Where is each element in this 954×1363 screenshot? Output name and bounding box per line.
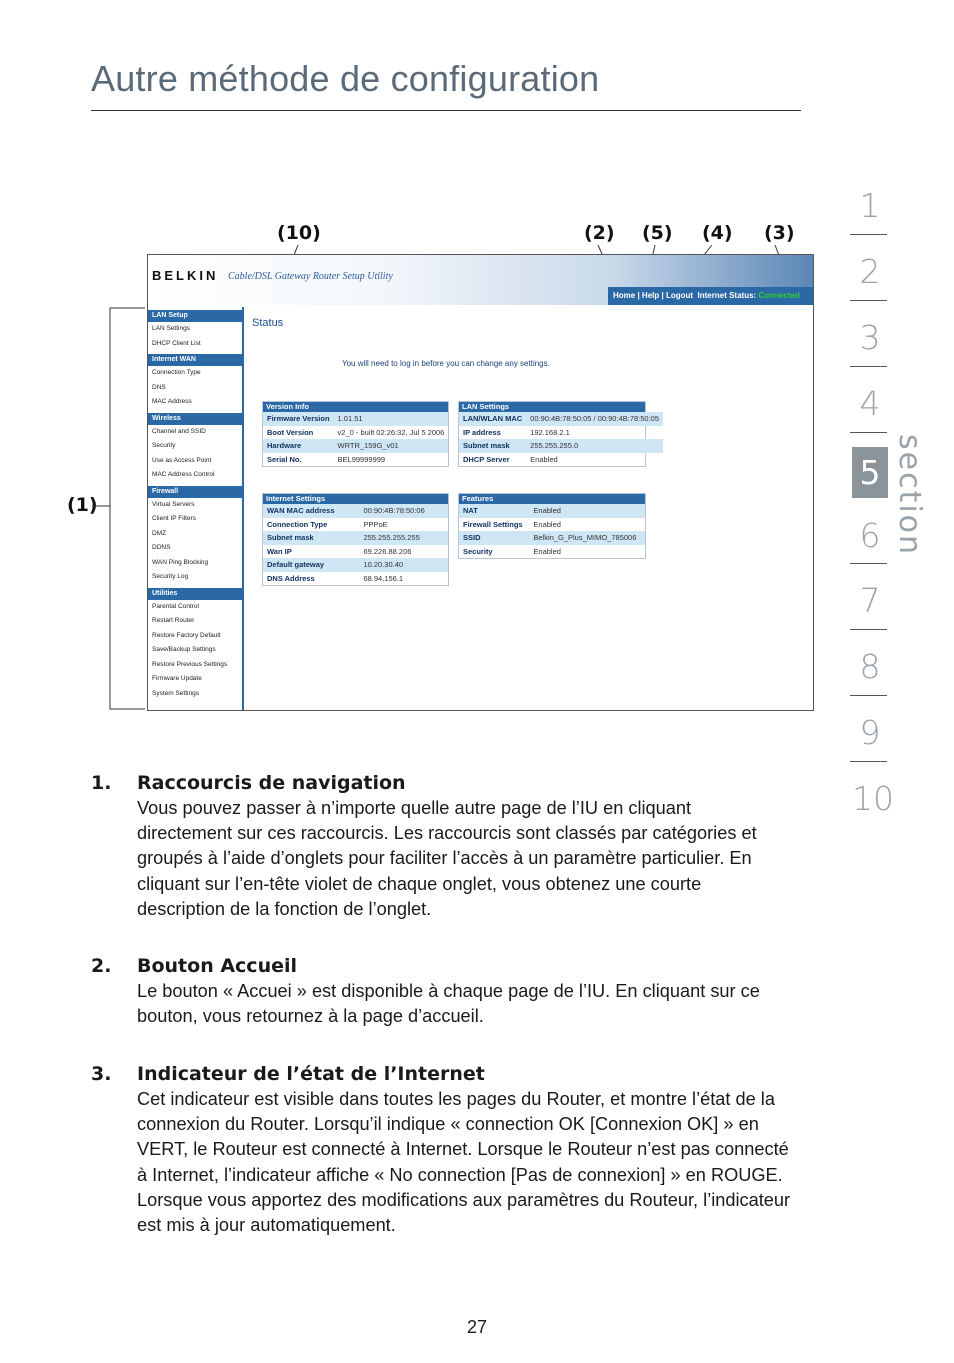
table-row [459,504,645,518]
section-1-number: 1. [91,772,112,794]
row-label: Default gateway [263,558,359,572]
sidebar-item[interactable]: Use as Access Point [152,456,212,464]
features-header: Features [459,494,645,504]
section-3-title: Indicateur de l’état de l’Internet [137,1063,485,1085]
row-value: 192.168.2.1 [530,427,570,437]
features-table [459,504,645,558]
table-row [263,545,448,559]
table-row [263,426,448,440]
sidebar-category[interactable]: LAN Setup [148,310,242,322]
logout-link[interactable]: Logout [665,291,694,300]
callout-10: (10) [277,222,321,244]
sidebar-category[interactable]: Firewall [148,486,242,498]
row-value: 00:90:4B:78:50:05 / 00:90:4B:78:50:05 [526,412,663,426]
router-login-message: You will need to log in before you can change any settings. [342,359,550,368]
section-nav-3[interactable]: 3 [859,318,881,357]
callout-4: (4) [702,222,733,244]
home-link[interactable]: Home [613,291,636,300]
section-3-heading [91,1063,791,1087]
row-label: Security [463,546,493,556]
row-value: 68.94.156.1 [363,573,404,583]
sidebar-category[interactable]: Utilities [148,588,242,600]
section-nav-5-label: 5 [859,453,881,492]
sidebar-item[interactable]: DDNS [152,544,171,551]
sidebar-item[interactable]: Restart Router [152,617,195,624]
row-label: Subnet mask [263,531,359,545]
page-title: Autre méthode de configuration [91,58,600,99]
section-1-title: Raccourcis de navigation [137,772,406,794]
callout-1: (1) [67,494,98,516]
table-row [263,572,448,586]
table-row [263,453,448,467]
table-row [459,531,645,545]
section-nav-7[interactable]: 7 [859,581,881,620]
row-label: WAN MAC address [263,504,359,518]
sidebar-item[interactable]: DNS [152,383,166,391]
row-value: Enabled [529,504,645,518]
router-top-nav: Home | Help | Logout Internet Status: Connected [613,291,800,300]
section-2-number: 2. [91,955,112,977]
internet-status-label: Internet Status: [697,291,757,300]
callout-5: (5) [642,222,673,244]
sidebar-item[interactable]: DMZ [152,529,167,537]
sidebar-item[interactable]: Save/Backup Settings [152,646,216,653]
row-value: 69.226.88.206 [363,546,412,556]
lan-settings-table [459,412,663,466]
row-label: Connection Type [267,519,328,529]
sidebar-item[interactable]: Security [152,442,176,449]
row-label: Firewall Settings [463,519,523,529]
section-2-text: Le bouton « Accuei » est disponible à chaque page de l’IU. En cliquant sur ce bouton, vous retournez à la page d’accueil. [137,981,760,1027]
sidebar-item[interactable]: Restore Factory Default [152,631,221,639]
table-row [263,518,448,532]
table-row [263,558,448,572]
row-value: WRTR_159G_v01 [334,439,449,453]
row-label: IP address [463,427,501,437]
row-value: 255.255.255.255 [359,531,448,545]
row-value: BEL99999999 [337,454,386,464]
row-label: Boot Version [267,427,314,437]
sidebar-item[interactable]: Virtual Servers [152,500,195,508]
sidebar-item[interactable]: MAC Address Control [152,471,215,478]
section-nav-1[interactable]: 1 [859,186,881,225]
belkin-logo: BELKIN [152,268,219,283]
row-label: Hardware [263,439,334,453]
version-info-header: Version Info [263,402,448,412]
page-number: 27 [466,1317,488,1337]
sidebar-item[interactable]: DHCP Client List [152,339,201,347]
internet-settings-table [263,504,448,585]
internet-settings-panel [262,493,449,586]
sidebar-item[interactable]: Client IP Filters [152,515,196,522]
lan-settings-panel [458,401,660,467]
sidebar-item[interactable]: Restore Previous Settings [152,660,228,668]
router-sidebar [148,307,244,710]
row-value: 255.255.255.0 [526,439,663,453]
section-nav-4[interactable]: 4 [859,384,881,423]
sidebar-item[interactable]: Connection Type [152,369,201,376]
features-panel [458,493,646,559]
section-1-text: Vous pouvez passer à n’importe quelle autre page de l’IU en cliquant directement sur ces raccourcis. Les raccourcis sont classés par catégories et groupés à l’aide d’onglets pour faciliter l’accès à un paramètre particulier. En cliquant sur l’en-tête violet de chaque onglet, vous obtenez une courte description de la fonction de l’onglet. [137,798,757,919]
row-value: v2_0 - built 02:26:32, Jul 5 2006 [337,427,445,437]
row-label: DNS Address [267,573,315,583]
router-ui-screenshot [147,254,814,711]
section-nav-9[interactable]: 9 [859,713,881,752]
sidebar-item[interactable]: Firmware Update [152,675,202,682]
row-label: NAT [459,504,529,518]
row-value: Enabled [533,519,561,529]
row-value: PPPoE [363,519,388,529]
section-nav-2[interactable]: 2 [859,252,881,291]
row-value: 1.01.51 [334,412,449,426]
sidebar-item[interactable]: Parental Control [152,602,199,610]
table-row [459,518,645,532]
sidebar-item[interactable]: LAN Settings [152,325,190,332]
row-value: Enabled [533,546,561,556]
lan-settings-header: LAN Settings [459,402,645,412]
section-nav-6[interactable]: 6 [859,516,881,555]
internet-settings-header: Internet Settings [263,494,448,504]
sidebar-item[interactable]: Security Log [152,573,189,580]
callout-2: (2) [584,222,615,244]
table-row [263,531,448,545]
table-row [459,453,663,467]
row-value: 10.20.30.40 [359,558,448,572]
row-value: 00:90:4B:78:50:06 [359,504,448,518]
section-nav-8[interactable]: 8 [859,647,881,686]
row-value: Belkin_G_Plus_MIMO_785006 [529,531,645,545]
row-value: Enabled [530,454,558,464]
version-info-panel [262,401,449,467]
router-content-title: Status [252,317,284,329]
section-label-text: section [892,434,927,557]
section-3-text: Cet indicateur est visible dans toutes les pages du Router, et montre l’état de la connexion du Router. Lorsqu’il indique « connection OK [Connexion OK] » en VERT, le Routeur est connecté à Internet. Lorsque le Routeur n’est pas connecté à Internet, l’indicateur affiche « No connection [Pas de connexion] » en ROUGE. Lorsque vous apportez des modifications aux paramètres du Routeur, l’indicateur est mis à jour automatiquement. [137,1089,791,1236]
table-row [459,439,663,453]
table-row [459,545,645,559]
row-label: LAN/WLAN MAC [459,412,526,426]
row-label: Wan IP [267,546,292,556]
row-label: DHCP Server [463,454,510,464]
help-link[interactable]: Help [641,291,660,300]
section-3 [91,1063,791,1238]
table-row [459,412,663,426]
sidebar-category[interactable]: Internet WAN [148,354,242,366]
internet-status-value: Connected [758,291,800,300]
section-1 [91,772,791,922]
table-row [263,504,448,518]
row-label: Firmware Version [263,412,334,426]
sidebar-item[interactable]: WAN Ping Blocking [152,558,209,566]
table-row [459,426,663,440]
table-row [263,439,448,453]
router-utility-title: Cable/DSL Gateway Router Setup Utility [228,271,393,282]
row-label: SSID [459,531,529,545]
table-row [263,412,448,426]
sidebar-item[interactable]: Channel and SSID [152,427,206,435]
section-nav-divider [850,761,887,762]
section-2-heading [91,955,791,979]
sidebar-item[interactable]: System Settings [152,689,199,697]
sidebar-category[interactable]: Wireless [148,413,242,425]
row-label: Subnet mask [459,439,526,453]
section-nav-10[interactable]: 10 [852,779,894,818]
row-label: Serial No. [267,454,302,464]
callout-3: (3) [764,222,795,244]
section-2-title: Bouton Accueil [137,955,298,977]
section-3-number: 3. [91,1063,112,1085]
sidebar-item[interactable]: MAC Address [152,398,192,405]
version-info-table [263,412,448,466]
section-2 [91,955,791,1029]
section-1-heading [91,772,791,796]
